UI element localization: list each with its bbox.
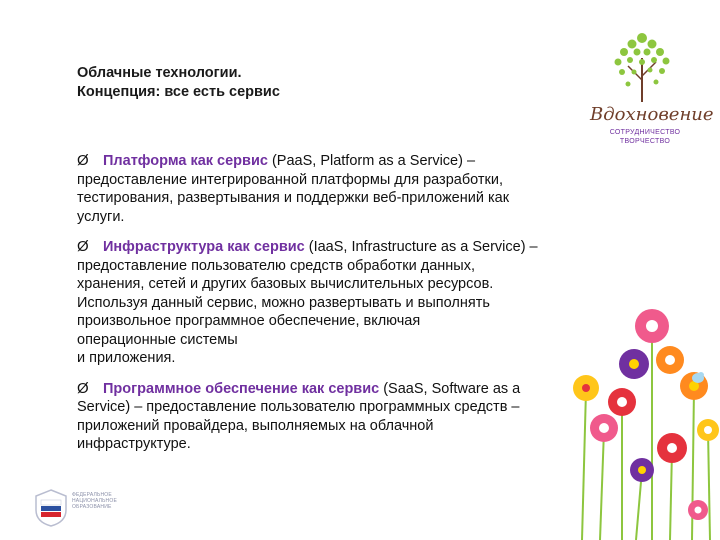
- arrow-bullet-icon: Ø: [77, 379, 89, 397]
- list-item-first-line: [77, 380, 589, 399]
- logo-subtitle-line-1: СОТРУДНИЧЕСТВО: [609, 129, 681, 136]
- text-line: Используя данный сервис, можно развертывать и выполнять: [77, 294, 490, 311]
- term-rest: (SaaS, Software as a: [379, 380, 521, 397]
- title-line-1: Облачные технологии.: [77, 65, 242, 81]
- text-line: хранения, сетей и других базовых вычислительных ресурсов.: [77, 276, 494, 292]
- emblem-icon: [32, 488, 70, 528]
- text-line: услуги.: [77, 208, 125, 225]
- list-item-paas: [77, 152, 589, 226]
- arrow-bullet-icon: Ø: [77, 152, 89, 169]
- footer-line-2: НАЦИОНАЛЬНОЕ: [72, 498, 117, 504]
- footer-caption: [72, 492, 117, 510]
- term-label: Программное обеспечение как сервис: [103, 380, 380, 397]
- term-label: Платформа как сервис: [103, 153, 268, 169]
- text-line: приложений провайдера, выполняемых на облачной: [77, 417, 434, 434]
- footer-line-3: ОБРАЗОВАНИЕ: [72, 504, 112, 510]
- list-item-first-line: [77, 238, 589, 257]
- list-item-saas: [77, 380, 589, 454]
- logo-subtitle-line-2: ТВОРЧЕСТВО: [619, 138, 671, 145]
- title-line-2: Концепция: все есть сервис: [77, 84, 280, 100]
- text-line: инфраструктуре.: [77, 436, 191, 452]
- term-rest: (PaaS, Platform as a Service) –: [267, 153, 476, 169]
- flowers-decoration-icon: [570, 280, 720, 540]
- text-line: произвольное программное обеспечение, включая: [77, 313, 421, 329]
- text-line: и приложения.: [77, 350, 176, 366]
- text-line: тестирования, развертывания и поддержки веб-приложений как: [77, 190, 510, 206]
- slide-title: [77, 64, 280, 102]
- text-line: Service) – предоставление пользователю программных средств –: [77, 399, 520, 415]
- logo-subtitle: [600, 128, 690, 146]
- list-item-first-line: [77, 152, 589, 171]
- text-line: предоставление пользователю средств обработки данных,: [77, 257, 475, 274]
- text-line: операционные системы: [77, 331, 238, 348]
- logo-wordmark: Вдохновение: [590, 104, 714, 125]
- footer-line-1: ФЕДЕРАЛЬНОЕ: [72, 492, 112, 498]
- term-rest: (IaaS, Infrastructure as a Service) –: [304, 239, 538, 255]
- arrow-bullet-icon: Ø: [77, 238, 89, 255]
- term-label: Инфраструктура как сервис: [103, 239, 305, 255]
- content-list: [77, 152, 589, 466]
- list-item-iaas: [77, 238, 589, 368]
- text-line: предоставление интегрированной платформы для разработки,: [77, 171, 504, 188]
